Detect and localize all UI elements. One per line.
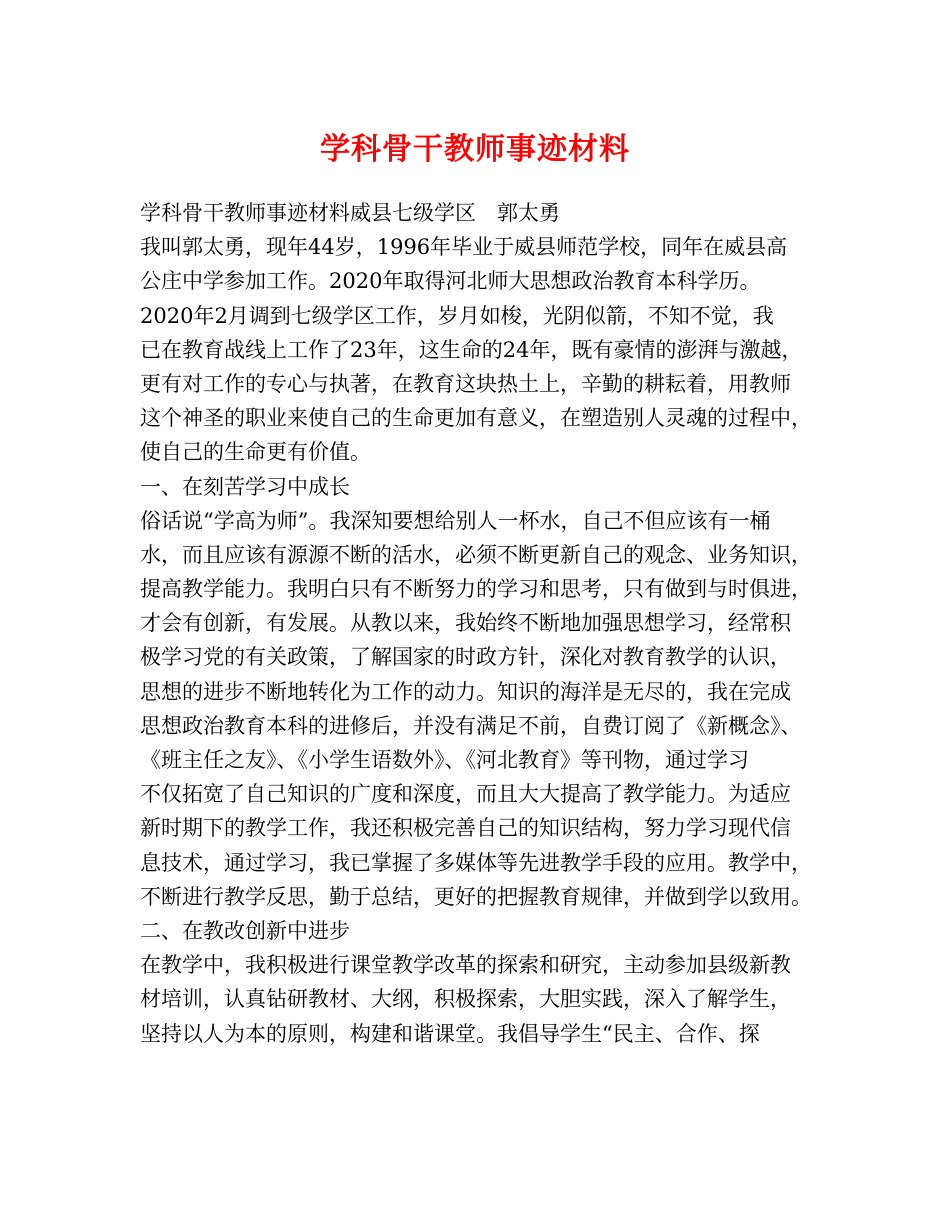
body-line: 已在教育战线上工作了23年，这生命的24年，既有豪情的澎湃与激越， (140, 337, 803, 362)
body-line: 公庄中学参加工作。2020年取得河北师大思想政治教育本科学历。 (140, 269, 761, 294)
body-line: 材培训，认真钻研教材、大纲，积极探索，大胆实践，深入了解学生， (140, 987, 791, 1012)
document-title: 学科骨干教师事迹材料 (320, 132, 630, 167)
body-line: 极学习党的有关政策，了解国家的时政方针，深化对教育教学的认识， (140, 645, 791, 670)
body-line: 使自己的生命更有价值。 (140, 440, 371, 465)
document-body (140, 196, 830, 1051)
body-line: 不断进行教学反思，勤于总结，更好的把握教育规律，并做到学以致用。 (140, 884, 812, 909)
body-line: 这个神圣的职业来使自己的生命更加有意义，在塑造别人灵魂的过程中， (140, 406, 812, 431)
body-line: 一、在刻苦学习中成长 (140, 474, 350, 499)
body-line: 水，而且应该有源源不断的活水，必须不断更新自己的观念、业务知识， (140, 542, 812, 567)
body-line: 2020年2月调到七级学区工作，岁月如梭，光阴似箭，不知不觉，我 (140, 303, 774, 328)
body-line: 不仅拓宽了自己知识的广度和深度，而且大大提高了教学能力。为适应 (140, 782, 791, 807)
body-line: 新时期下的教学工作，我还积极完善自己的知识结构，努力学习现代信 (140, 816, 791, 841)
body-line: 学科骨干教师事迹材料威县七级学区 郭太勇 (140, 201, 560, 225)
body-line: 二、在教改创新中进步 (140, 918, 350, 943)
body-line: 坚持以人为本的原则，构建和谐课堂。我倡导学生“民主、合作、探 (140, 1021, 760, 1046)
body-line: 在教学中，我积极进行课堂教学改革的探索和研究，主动参加县级新教 (140, 953, 791, 978)
body-line: 提高教学能力。我明白只有不断努力的学习和思考，只有做到与时俱进， (140, 577, 812, 602)
body-line: 更有对工作的专心与执著，在教育这块热土上，辛勤的耕耘着，用教师 (140, 371, 791, 396)
body-line: 息技术，通过学习，我已掌握了多媒体等先进教学手段的应用。教学中， (140, 850, 812, 875)
body-line: 俗话说“学高为师”。我深知要想给别人一杯水，自己不但应该有一桶 (140, 508, 771, 533)
body-line: 我叫郭太勇，现年44岁，1996年毕业于威县师范学校，同年在威县高 (140, 235, 788, 260)
body-line: 思想的进步不断地转化为工作的动力。知识的海洋是无尽的，我在完成 (140, 679, 791, 704)
body-line: 思想政治教育本科的进修后，并没有满足不前，自费订阅了《新概念》、 (140, 713, 802, 738)
body-line: 才会有创新，有发展。从教以来，我始终不断地加强思想学习，经常积 (140, 611, 791, 636)
body-line: 《班主任之友》、《小学生语数外》、《河北教育》等刊物，通过学习 (140, 748, 749, 772)
